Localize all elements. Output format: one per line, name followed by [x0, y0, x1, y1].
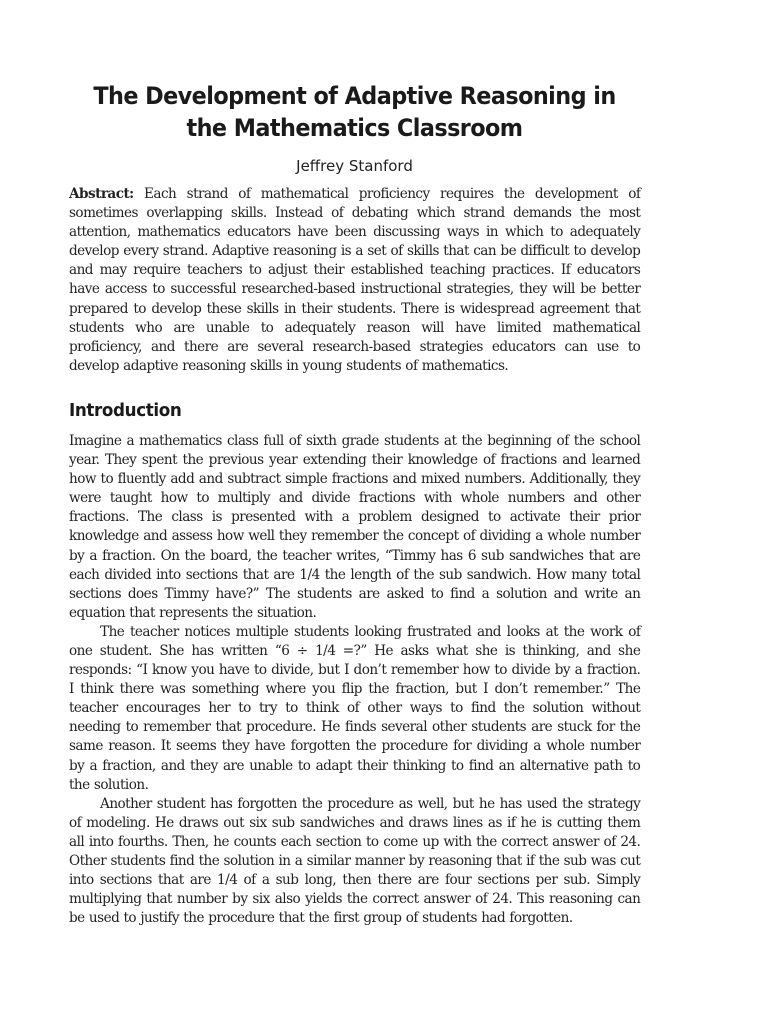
abstract	[69, 185, 640, 376]
paragraph-3: Another student has forgotten the procedure as well, but he has used the strategy of modeling. He draws out six sub sandwiches and draws lines as if he is cutting them all into fourths. Then, he counts each section to come up with the correct answer of 24. Other students find the solution in a similar manner by reasoning that if the sub was cut into sections that are 1/4 of a sub long, then there are four sections per sub. Simply multiplying that number by six also yields the correct answer of 24. This reasoning can be used to justify the procedure that the first group of students had forgotten.	[69, 795, 641, 927]
paper-page	[69, 80, 640, 928]
paragraph-2: The teacher notices multiple students looking frustrated and looks at the work of one student. She has written “6 ÷ 1/4 =?” He asks what she is thinking, and she responds: “I know you have to divide, but I don’t remember how to divide by a fraction. I think there was something where you flip the fraction, but I don’t remember.” The teacher encourages her to try to think of other ways to find the solution without needing to remember that procedure. He finds several other students are stuck for the same reason. It seems they have forgotten the procedure for dividing a whole number by a fraction, and they are unable to adapt their thinking to find an alternative path to the solution.	[69, 623, 641, 793]
paragraph-1: Imagine a mathematics class full of sixth grade students at the beginning of the school year. They spent the previous year extending their knowledge of fractions and learned how to fluently add and subtract simple fractions and mixed numbers. Additionally, they were taught how to multiply and divide fractions with whole numbers and other fractions. The class is presented with a problem designed to activate their prior knowledge and assess how well they remember the concept of dividing a whole number by a fraction. On the board, the teacher writes, “Timmy has 6 sub sandwiches that are each divided into sections that are 1/4 the length of the sub sandwich. How many total sections does Timmy have?” The students are asked to find a solution and write an equation that represents the situation.	[69, 432, 641, 621]
section-heading-introduction: Introduction	[69, 399, 182, 421]
abstract-text: Each strand of mathematical proficiency requires the development of sometimes overlapping skills. Instead of debating which strand demands the most attention, mathematics educators have been discussing ways in which to adequately develop every strand. Adaptive reasoning is a set of skills that can be difficult to develop and may require teachers to adjust their established teaching practices. If educators have access to successful researched-based instructional strategies, they will be better prepared to develop these skills in their students. There is widespread agreement that students who are unable to adequately reason will have limited mathematical proficiency, and there are several research-based strategies educators can use to develop adaptive reasoning skills in young students of mathematics.	[69, 186, 641, 374]
author-name: Jeffrey Stanford	[296, 157, 413, 175]
paper-title: The Development of Adaptive Reasoning in the Mathematics Classroom	[93, 82, 616, 142]
abstract-label: Abstract:	[69, 186, 134, 202]
